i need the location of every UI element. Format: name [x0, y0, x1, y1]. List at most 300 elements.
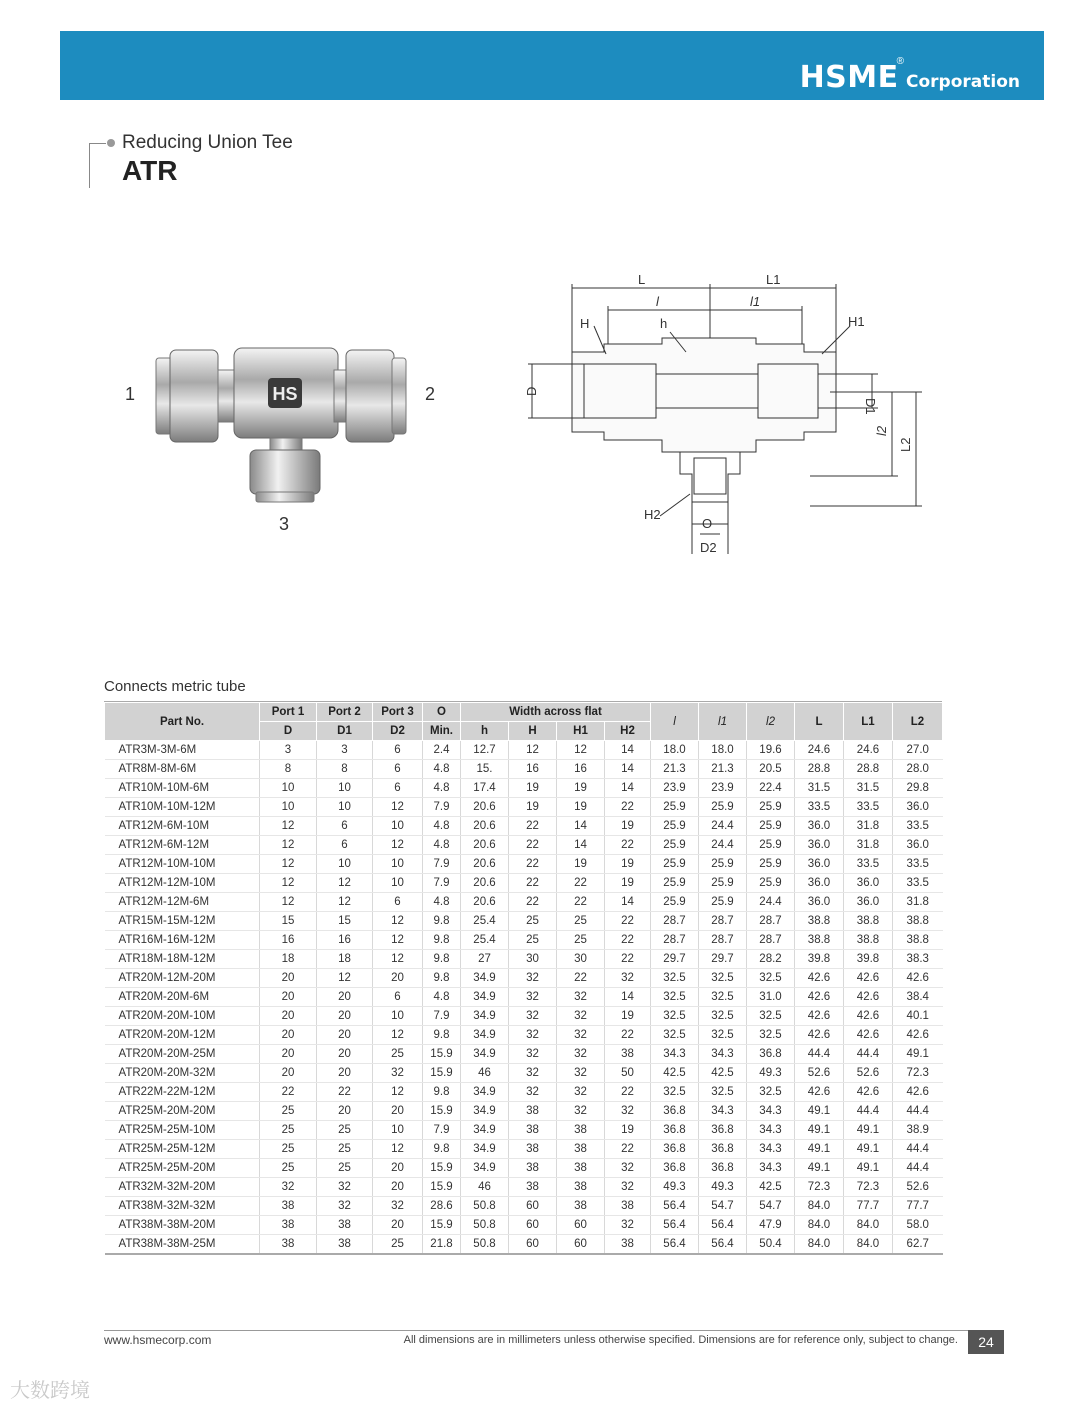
table-row [105, 1026, 943, 1045]
table-cell: 38.8 [893, 912, 943, 931]
table-cell: 20 [260, 969, 317, 988]
table-cell: 52.6 [795, 1064, 844, 1083]
table-cell: 32 [557, 1064, 605, 1083]
table-cell: 25.9 [747, 798, 795, 817]
table-cell: 30 [509, 950, 557, 969]
table-cell: 25 [373, 1045, 423, 1064]
table-cell: 19 [605, 855, 651, 874]
col-H2: H2 [605, 722, 651, 741]
brand-registered-mark: ® [896, 56, 905, 67]
table-cell: 25 [260, 1121, 317, 1140]
table-cell: 36.0 [844, 874, 893, 893]
table-cell: 15 [317, 912, 373, 931]
dim-l1: l1 [750, 294, 761, 309]
table-cell: 20 [373, 1102, 423, 1121]
port-3-label: 3 [279, 514, 290, 534]
table-cell: 28.0 [893, 760, 943, 779]
table-cell: 46 [461, 1178, 509, 1197]
table-cell: 60 [509, 1235, 557, 1255]
table-cell: 22 [509, 836, 557, 855]
table-cell: 10 [373, 817, 423, 836]
table-cell: 31.8 [893, 893, 943, 912]
table-cell: 19.6 [747, 741, 795, 760]
table-cell: 18 [317, 950, 373, 969]
table-cell: 28.7 [651, 931, 699, 950]
table-cell: 19 [557, 779, 605, 798]
table-cell: 4.8 [423, 760, 461, 779]
part-number-cell: ATR20M-20M-12M [105, 1026, 260, 1045]
table-cell: 16 [317, 931, 373, 950]
table-cell: 15.9 [423, 1178, 461, 1197]
table-row [105, 817, 943, 836]
table-cell: 42.6 [844, 1007, 893, 1026]
table-cell: 20 [317, 988, 373, 1007]
table-cell: 34.9 [461, 1102, 509, 1121]
col-port2: Port 2 [317, 703, 373, 722]
table-cell: 42.6 [893, 1083, 943, 1102]
table-cell: 6 [373, 760, 423, 779]
table-cell: 49.1 [795, 1159, 844, 1178]
table-cell: 36.8 [699, 1159, 747, 1178]
part-number-cell: ATR15M-15M-12M [105, 912, 260, 931]
table-cell: 36.8 [651, 1159, 699, 1178]
table-cell: 34.3 [747, 1140, 795, 1159]
table-cell: 22 [509, 855, 557, 874]
footer-disclaimer: All dimensions are in millimeters unless otherwise specified. Dimensions are for reference only, subject to change. [403, 1334, 958, 1346]
table-row [105, 1178, 943, 1197]
table-cell: 25.9 [699, 893, 747, 912]
table-row [105, 988, 943, 1007]
table-cell: 21.3 [651, 760, 699, 779]
col-h: h [461, 722, 509, 741]
table-cell: 60 [509, 1216, 557, 1235]
table-cell: 27 [461, 950, 509, 969]
table-cell: 25.9 [699, 855, 747, 874]
table-cell: 9.8 [423, 969, 461, 988]
table-cell: 10 [260, 798, 317, 817]
table-cell: 34.9 [461, 1140, 509, 1159]
table-cell: 38.3 [893, 950, 943, 969]
col-H: H [509, 722, 557, 741]
table-cell: 34.3 [699, 1045, 747, 1064]
table-cell: 49.3 [651, 1178, 699, 1197]
table-cell: 3 [260, 741, 317, 760]
table-cell: 23.9 [699, 779, 747, 798]
table-cell: 12 [260, 874, 317, 893]
table-cell: 25.9 [699, 798, 747, 817]
table-cell: 32 [557, 1026, 605, 1045]
table-cell: 29.7 [651, 950, 699, 969]
table-cell: 34.9 [461, 1045, 509, 1064]
table-cell: 72.3 [795, 1178, 844, 1197]
table-cell: 3 [317, 741, 373, 760]
part-number-cell: ATR12M-12M-6M [105, 893, 260, 912]
table-cell: 62.7 [893, 1235, 943, 1255]
table-cell: 14 [557, 836, 605, 855]
table-row [105, 950, 943, 969]
table-cell: 34.9 [461, 1007, 509, 1026]
table-cell: 38.4 [893, 988, 943, 1007]
table-cell: 20.6 [461, 817, 509, 836]
table-cell: 32.5 [651, 1026, 699, 1045]
table-cell: 50.4 [747, 1235, 795, 1255]
table-cell: 32 [557, 1007, 605, 1026]
table-cell: 18.0 [699, 741, 747, 760]
table-cell: 38 [509, 1121, 557, 1140]
part-number-cell: ATR20M-20M-10M [105, 1007, 260, 1026]
table-cell: 8 [260, 760, 317, 779]
table-cell: 36.8 [651, 1102, 699, 1121]
table-cell: 32 [509, 1045, 557, 1064]
table-cell: 32 [509, 1083, 557, 1102]
table-cell: 49.1 [795, 1121, 844, 1140]
table-cell: 12 [373, 950, 423, 969]
table-cell: 18 [260, 950, 317, 969]
col-D1: D1 [317, 722, 373, 741]
table-cell: 56.4 [699, 1235, 747, 1255]
table-cell: 34.3 [747, 1121, 795, 1140]
part-number-cell: ATR25M-25M-12M [105, 1140, 260, 1159]
table-title: Connects metric tube [104, 678, 246, 695]
table-cell: 16 [509, 760, 557, 779]
table-cell: 12 [373, 912, 423, 931]
table-row [105, 1083, 943, 1102]
table-cell: 25.9 [747, 836, 795, 855]
port-1-label: 1 [125, 384, 136, 404]
table-cell: 49.3 [699, 1178, 747, 1197]
table-row [105, 760, 943, 779]
brand-name: HSME [799, 60, 899, 95]
table-cell: 6 [373, 741, 423, 760]
table-cell: 38.8 [795, 912, 844, 931]
table-cell: 20 [317, 1007, 373, 1026]
table-cell: 34.9 [461, 1083, 509, 1102]
col-H1: H1 [557, 722, 605, 741]
table-cell: 77.7 [893, 1197, 943, 1216]
table-cell: 20 [317, 1026, 373, 1045]
table-cell: 20.6 [461, 836, 509, 855]
table-cell: 72.3 [844, 1178, 893, 1197]
table-cell: 14 [557, 817, 605, 836]
part-number-cell: ATR25M-20M-20M [105, 1102, 260, 1121]
table-cell: 50.8 [461, 1197, 509, 1216]
table-cell: 20.6 [461, 874, 509, 893]
title-bracket [89, 143, 106, 188]
table-cell: 9.8 [423, 1140, 461, 1159]
table-cell: 16 [260, 931, 317, 950]
table-cell: 31.5 [795, 779, 844, 798]
part-number-cell: ATR3M-3M-6M [105, 741, 260, 760]
table-cell: 15.9 [423, 1216, 461, 1235]
table-cell: 4.8 [423, 817, 461, 836]
table-cell: 34.9 [461, 1026, 509, 1045]
table-cell: 38 [605, 1045, 651, 1064]
table-cell: 12 [373, 836, 423, 855]
part-number-cell: ATR25M-25M-20M [105, 1159, 260, 1178]
table-cell: 14 [605, 988, 651, 1007]
table-cell: 6 [317, 817, 373, 836]
table-cell: 34.3 [651, 1045, 699, 1064]
table-cell: 32 [557, 1083, 605, 1102]
table-cell: 32 [373, 1064, 423, 1083]
table-cell: 42.6 [795, 1083, 844, 1102]
table-cell: 29.7 [699, 950, 747, 969]
table-cell: 25.9 [747, 874, 795, 893]
product-model: ATR [122, 155, 178, 186]
table-cell: 17.4 [461, 779, 509, 798]
table-cell: 38 [605, 1197, 651, 1216]
table-cell: 32 [605, 1102, 651, 1121]
dim-H2: H2 [644, 507, 661, 522]
table-cell: 25.9 [747, 855, 795, 874]
part-number-cell: ATR10M-10M-6M [105, 779, 260, 798]
part-number-cell: ATR20M-20M-25M [105, 1045, 260, 1064]
table-cell: 32 [317, 1197, 373, 1216]
table-cell: 22 [509, 874, 557, 893]
table-cell: 20 [260, 1026, 317, 1045]
table-cell: 12 [260, 836, 317, 855]
dim-l: l [656, 294, 659, 309]
table-cell: 20 [373, 969, 423, 988]
table-row [105, 931, 943, 950]
table-cell: 39.8 [795, 950, 844, 969]
table-cell: 24.4 [699, 817, 747, 836]
table-cell: 22 [605, 912, 651, 931]
table-cell: 38 [557, 1178, 605, 1197]
table-cell: 15.9 [423, 1045, 461, 1064]
footer-rule [104, 1330, 1004, 1331]
part-number-cell: ATR12M-10M-10M [105, 855, 260, 874]
col-o-min: Min. [423, 722, 461, 741]
table-cell: 20 [260, 1064, 317, 1083]
table-cell: 22 [605, 1083, 651, 1102]
table-cell: 25 [557, 912, 605, 931]
table-cell: 32 [509, 1026, 557, 1045]
table-cell: 34.3 [747, 1102, 795, 1121]
dim-D1: D1 [863, 398, 878, 415]
table-cell: 32 [605, 969, 651, 988]
table-cell: 36.0 [795, 836, 844, 855]
part-number-cell: ATR10M-10M-12M [105, 798, 260, 817]
table-cell: 36.0 [795, 855, 844, 874]
table-cell: 36.0 [893, 836, 943, 855]
table-cell: 12 [373, 1083, 423, 1102]
table-cell: 49.1 [795, 1102, 844, 1121]
table-cell: 20 [373, 1216, 423, 1235]
table-cell: 10 [373, 874, 423, 893]
table-cell: 32.5 [651, 988, 699, 1007]
table-cell: 20 [317, 1102, 373, 1121]
table-cell: 20 [260, 988, 317, 1007]
col-L1: L1 [844, 703, 893, 741]
table-cell: 24.4 [699, 836, 747, 855]
table-cell: 29.8 [893, 779, 943, 798]
table-cell: 36.8 [699, 1121, 747, 1140]
part-number-cell: ATR38M-32M-32M [105, 1197, 260, 1216]
table-cell: 52.6 [893, 1178, 943, 1197]
part-number-cell: ATR20M-20M-6M [105, 988, 260, 1007]
table-row [105, 1007, 943, 1026]
table-cell: 84.0 [844, 1235, 893, 1255]
table-cell: 12.7 [461, 741, 509, 760]
table-cell: 20.6 [461, 855, 509, 874]
table-cell: 25 [557, 931, 605, 950]
table-cell: 15 [260, 912, 317, 931]
table-cell: 38 [509, 1178, 557, 1197]
table-cell: 31.0 [747, 988, 795, 1007]
col-L2: L2 [893, 703, 943, 741]
table-cell: 38 [509, 1159, 557, 1178]
table-cell: 25.9 [651, 874, 699, 893]
table-cell: 9.8 [423, 931, 461, 950]
table-cell: 38 [317, 1235, 373, 1255]
dimension-diagram [510, 262, 950, 562]
hs-logo-text: HS [272, 384, 298, 404]
table-cell: 32 [509, 1064, 557, 1083]
table-row [105, 969, 943, 988]
table-cell: 24.6 [795, 741, 844, 760]
table-cell: 9.8 [423, 1026, 461, 1045]
table-cell: 19 [605, 1007, 651, 1026]
table-cell: 12 [260, 893, 317, 912]
table-cell: 10 [317, 779, 373, 798]
table-cell: 36.8 [651, 1121, 699, 1140]
table-cell: 32 [605, 1216, 651, 1235]
table-cell: 22 [557, 969, 605, 988]
table-row [105, 912, 943, 931]
table-cell: 25 [317, 1140, 373, 1159]
part-number-cell: ATR20M-12M-20M [105, 969, 260, 988]
table-cell: 34.9 [461, 988, 509, 1007]
table-cell: 20.6 [461, 798, 509, 817]
table-cell: 20 [317, 1045, 373, 1064]
table-cell: 32 [509, 969, 557, 988]
col-l2: l2 [747, 703, 795, 741]
table-cell: 84.0 [795, 1197, 844, 1216]
table-cell: 38 [557, 1121, 605, 1140]
table-cell: 38 [509, 1102, 557, 1121]
footer-website: www.hsmecorp.com [104, 1333, 212, 1347]
table-cell: 38 [557, 1159, 605, 1178]
table-cell: 32 [509, 1007, 557, 1026]
table-cell: 50.8 [461, 1235, 509, 1255]
table-cell: 8 [317, 760, 373, 779]
table-cell: 32.5 [651, 1007, 699, 1026]
table-cell: 32.5 [699, 988, 747, 1007]
table-cell: 24.6 [844, 741, 893, 760]
technical-drawing [510, 262, 950, 562]
col-l: l [651, 703, 699, 741]
product-subtitle: Reducing Union Tee [122, 132, 293, 153]
table-cell: 32.5 [699, 1007, 747, 1026]
table-cell: 25 [260, 1140, 317, 1159]
table-cell: 36.0 [893, 798, 943, 817]
table-cell: 12 [373, 798, 423, 817]
port-2-label: 2 [425, 384, 436, 404]
table-cell: 6 [317, 836, 373, 855]
col-part-no: Part No. [105, 703, 260, 741]
table-cell: 60 [557, 1216, 605, 1235]
table-cell: 42.6 [795, 1026, 844, 1045]
table-row [105, 836, 943, 855]
table-cell: 12 [317, 893, 373, 912]
table-cell: 32 [605, 1178, 651, 1197]
table-cell: 20 [373, 1159, 423, 1178]
part-number-cell: ATR16M-16M-12M [105, 931, 260, 950]
part-number-cell: ATR18M-18M-12M [105, 950, 260, 969]
table-cell: 36.8 [747, 1045, 795, 1064]
table-cell: 44.4 [795, 1045, 844, 1064]
table-cell: 33.5 [795, 798, 844, 817]
table-row [105, 741, 943, 760]
table-cell: 7.9 [423, 874, 461, 893]
table-cell: 38.8 [844, 931, 893, 950]
table-cell: 14 [605, 760, 651, 779]
table-cell: 36.0 [844, 893, 893, 912]
table-cell: 32 [605, 1159, 651, 1178]
page-number: 24 [968, 1330, 1004, 1354]
table-cell: 10 [373, 855, 423, 874]
table-cell: 84.0 [844, 1216, 893, 1235]
table-cell: 60 [509, 1197, 557, 1216]
table-cell: 32.5 [747, 1007, 795, 1026]
table-cell: 38 [260, 1235, 317, 1255]
table-cell: 44.4 [844, 1102, 893, 1121]
table-cell: 36.8 [699, 1140, 747, 1159]
table-cell: 38 [509, 1140, 557, 1159]
table-cell: 33.5 [893, 817, 943, 836]
table-cell: 33.5 [844, 798, 893, 817]
table-cell: 84.0 [795, 1216, 844, 1235]
dim-O: O [702, 516, 713, 531]
col-port1: Port 1 [260, 703, 317, 722]
table-cell: 56.4 [699, 1216, 747, 1235]
table-cell: 32.5 [747, 1083, 795, 1102]
table-row [105, 779, 943, 798]
table-cell: 32 [557, 988, 605, 1007]
table-cell: 25.9 [651, 836, 699, 855]
table-cell: 28.7 [699, 912, 747, 931]
table-row [105, 874, 943, 893]
table-cell: 12 [373, 1026, 423, 1045]
table-cell: 19 [605, 817, 651, 836]
table-cell: 42.6 [844, 988, 893, 1007]
part-number-cell: ATR25M-25M-10M [105, 1121, 260, 1140]
table-cell: 4.8 [423, 779, 461, 798]
table-cell: 20 [317, 1064, 373, 1083]
table-cell: 33.5 [844, 855, 893, 874]
table-cell: 44.4 [893, 1102, 943, 1121]
table-cell: 31.8 [844, 817, 893, 836]
table-cell: 32 [557, 1102, 605, 1121]
table-row [105, 1045, 943, 1064]
table-cell: 21.3 [699, 760, 747, 779]
col-port3: Port 3 [373, 703, 423, 722]
table-row [105, 1216, 943, 1235]
table-cell: 42.6 [795, 969, 844, 988]
dim-L2: L2 [898, 437, 913, 452]
table-cell: 50.8 [461, 1216, 509, 1235]
table-cell: 42.6 [893, 1026, 943, 1045]
table-cell: 42.5 [651, 1064, 699, 1083]
table-cell: 46 [461, 1064, 509, 1083]
table-cell: 28.7 [747, 931, 795, 950]
table-cell: 34.9 [461, 1121, 509, 1140]
table-cell: 12 [317, 874, 373, 893]
table-cell: 42.6 [844, 1026, 893, 1045]
table-cell: 27.0 [893, 741, 943, 760]
table-cell: 44.4 [893, 1140, 943, 1159]
